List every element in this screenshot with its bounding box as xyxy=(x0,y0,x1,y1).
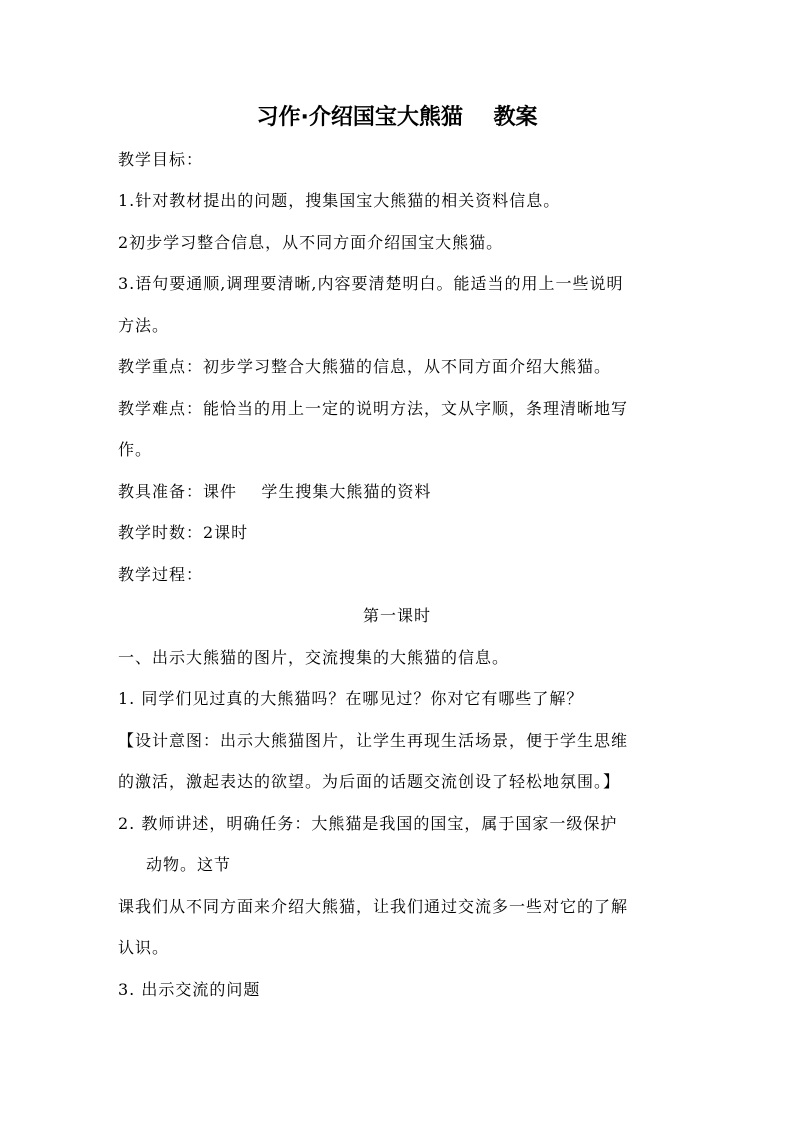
step-1: 1. 同学们见过真的大熊猫吗？在哪见过？你对它有哪些了解？ xyxy=(118,689,584,708)
goal-1: 1.针对教材提出的问题，搜集国宝大熊猫的相关资料信息。 xyxy=(118,191,561,210)
teaching-aids: 教具准备：课件 学生搜集大熊猫的资料 xyxy=(118,482,432,501)
step-2: 2. 教师讲述，明确任务：大熊猫是我国的国宝，属于国家一级保护 xyxy=(118,814,618,833)
design-intent-1-cont: 的激活，激起表达的欲望。为后面的话题交流创设了轻松地氛围。】 xyxy=(118,772,621,791)
document-title: 习作·介绍国宝大熊猫 教案 xyxy=(256,105,538,130)
step-3: 3. 出示交流的问题 xyxy=(118,980,261,999)
goal-3-cont: 方法。 xyxy=(118,316,170,335)
teaching-hours: 教学时数：2课时 xyxy=(118,523,249,542)
first-lesson-heading: 第一课时 xyxy=(362,606,431,625)
step-2-cont-2: 课我们从不同方面来介绍大熊猫，让我们通过交流多一些对它的了解 xyxy=(118,897,629,916)
difficult-point-cont: 作。 xyxy=(118,440,153,459)
goal-3: 3.语句要通顺,调理要清晰,内容要清楚明白。能适当的用上一些说明 xyxy=(118,274,624,293)
goal-2: 2初步学习整合信息，从不同方面介绍国宝大熊猫。 xyxy=(118,233,504,252)
teaching-goals-heading: 教学目标： xyxy=(118,150,204,169)
difficult-point: 教学难点：能恰当的用上一定的说明方法，文从字顺，条理清晰地写 xyxy=(118,399,629,418)
step-2-cont: 动物。这节 xyxy=(146,855,232,874)
teaching-process-heading: 教学过程： xyxy=(118,565,204,584)
key-point: 教学重点：初步学习整合大熊猫的信息，从不同方面介绍大熊猫。 xyxy=(118,357,612,376)
step-2-cont-3: 认识。 xyxy=(118,938,170,957)
section-1-heading: 一、出示大熊猫的图片，交流搜集的大熊猫的信息。 xyxy=(118,648,510,667)
design-intent-1: 【设计意图：出示大熊猫图片，让学生再现生活场景，便于学生思维 xyxy=(118,731,629,750)
